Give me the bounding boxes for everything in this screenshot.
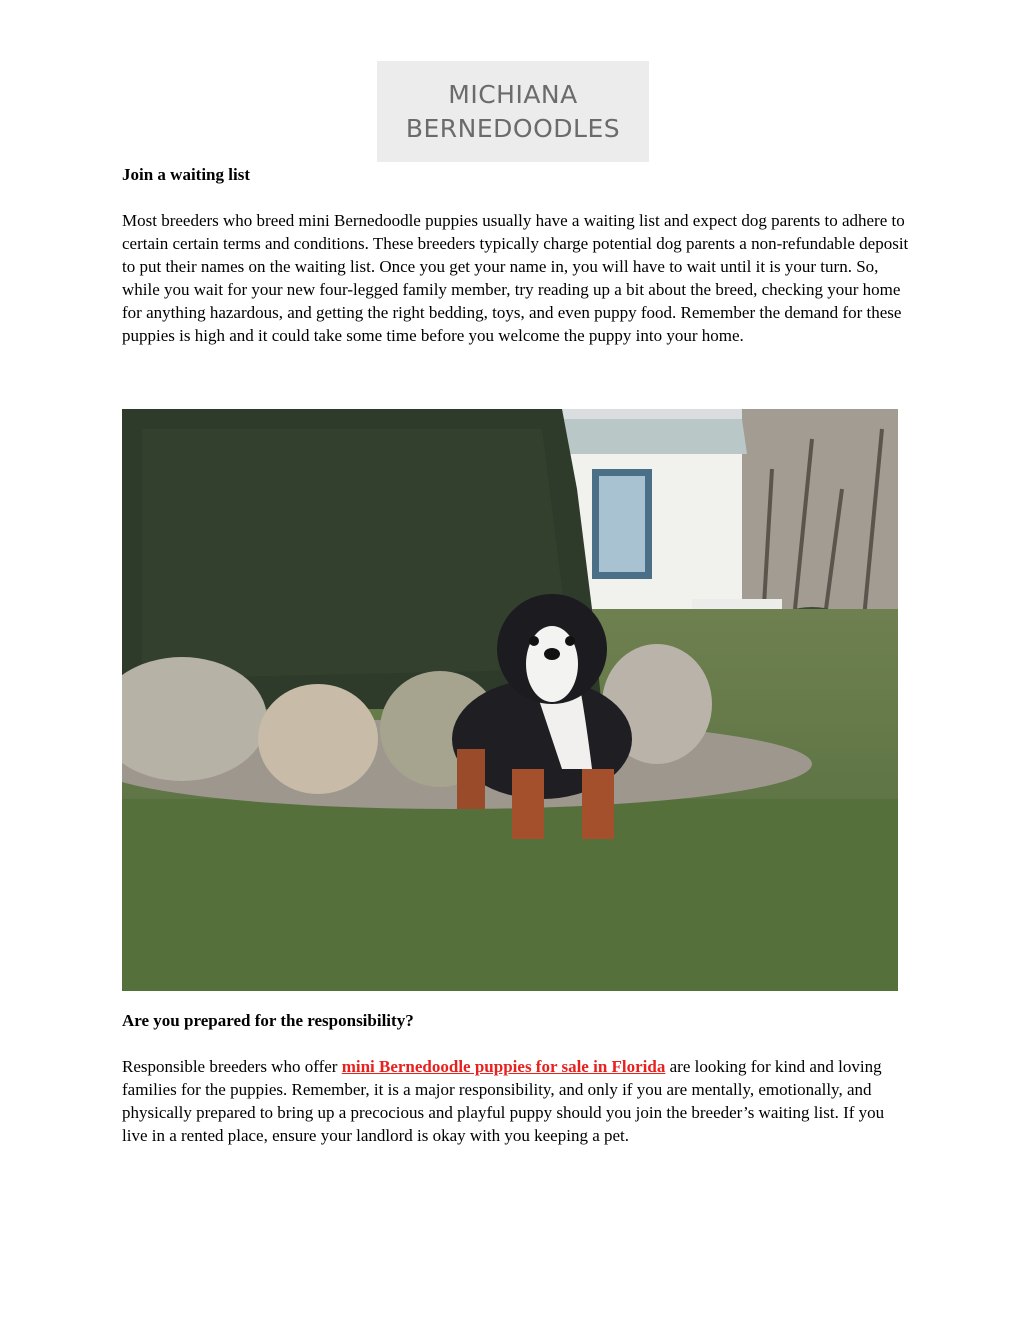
paragraph-text-end: are looking for kind and loving families for the puppies. Remember, it is a major responsibility, and only if you are mentally, emotionally, and physically prepared to bring up a precocious and playful puppy should you join the breeder’s waiting list. If you live in a rented place, ensure your landlord is okay with you keeping a pet. (122, 1057, 885, 1146)
brand-logo (377, 61, 649, 162)
logo-line-2: BERNEDOODLES (405, 113, 621, 143)
dog-photo (122, 409, 898, 991)
florida-puppies-link[interactable]: mini Bernedoodle puppies for sale in Florida (341, 1057, 666, 1076)
section-heading-responsibility: Are you prepared for the responsibility? (122, 1011, 414, 1030)
section-paragraph-waiting-list: Most breeders who breed mini Bernedoodle puppies usually have a waiting list and expect dog parents to adhere to certain certain terms and conditions. These breeders typically charge potential dog parents a non-refundable deposit to put their names on the waiting list. Once you get your name in, you will have to wait until it is your turn. So, while you wait for your new four-legged family member, try reading up a bit about the breed, checking your home for anything hazardous, and getting the right bedding, toys, and even puppy food. Remember the demand for these puppies is high and it could take some time before you welcome the puppy into your home. (122, 211, 909, 346)
section-heading-waiting-list: Join a waiting list (122, 165, 250, 184)
logo-line-1: MICHIANA (448, 79, 578, 109)
section-paragraph-responsibility (122, 1055, 912, 1147)
paragraph-text-start: Responsible breeders who offer (122, 1057, 342, 1076)
